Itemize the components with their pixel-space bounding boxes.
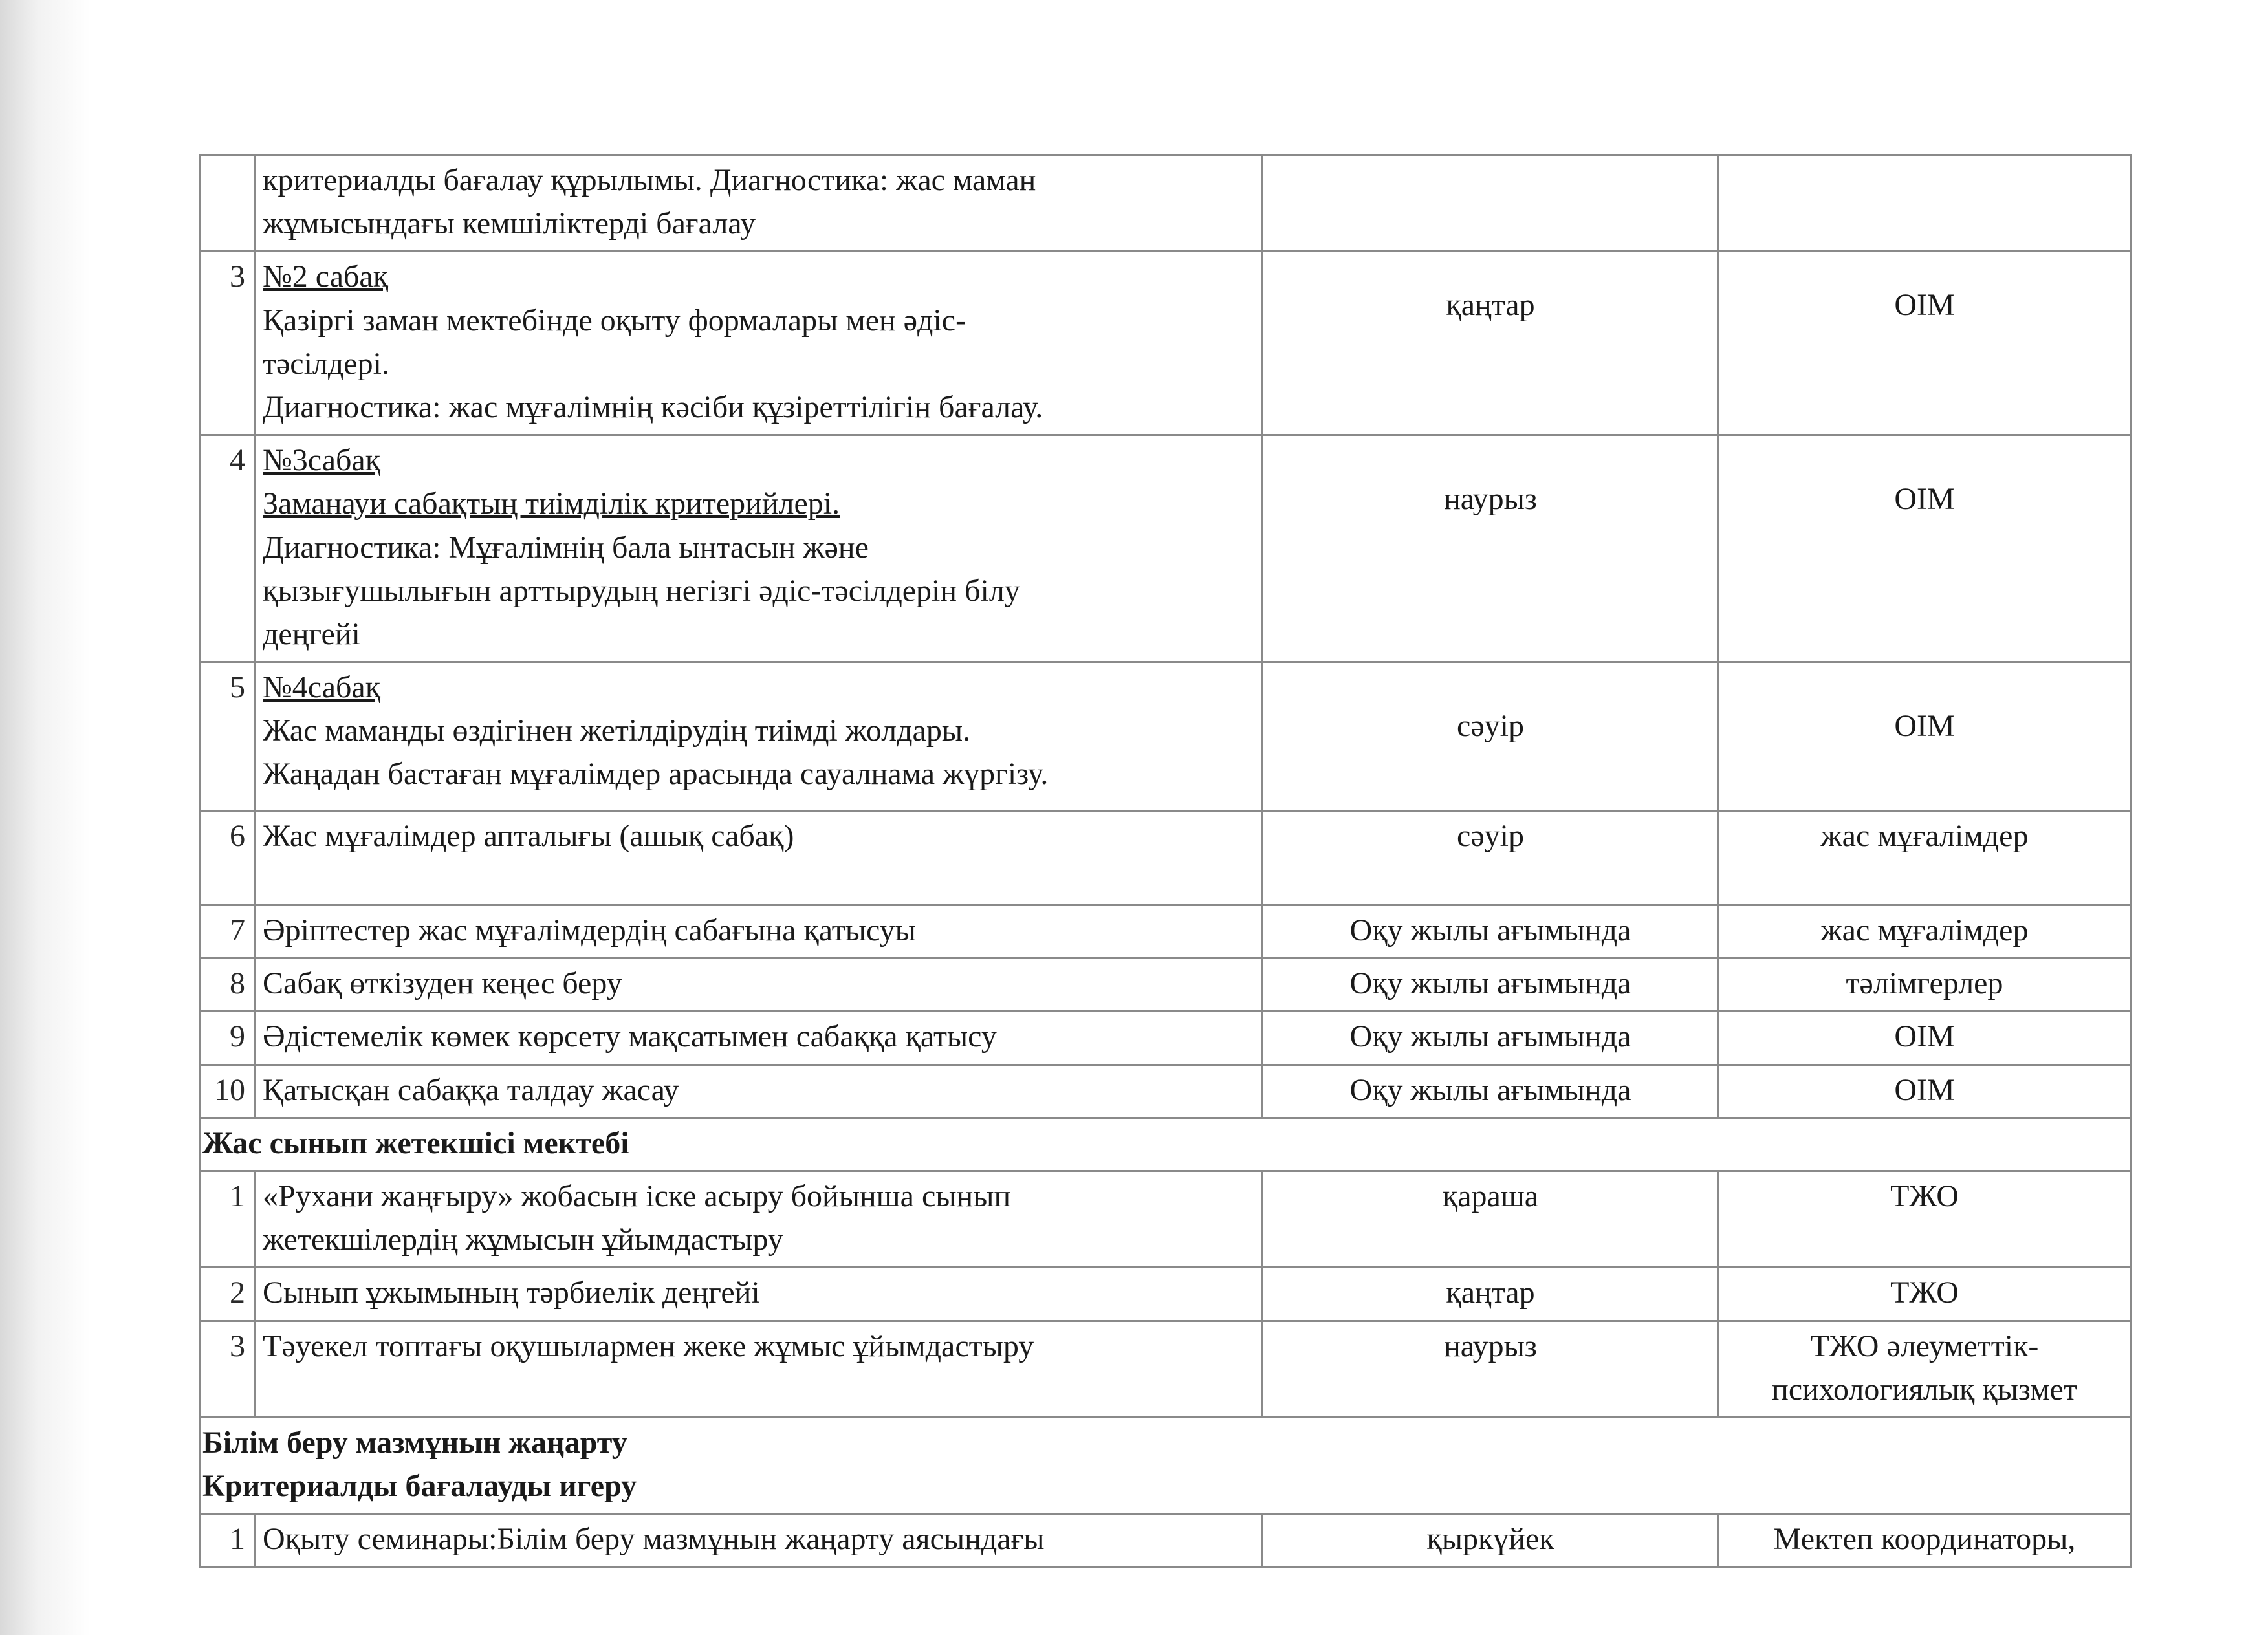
row-content — [256, 1065, 1263, 1118]
content-line: Диагностика: Мұғалімнің бала ынтасын және — [263, 530, 869, 565]
row-time — [1263, 155, 1719, 252]
lesson-heading: №3сабақ — [263, 443, 381, 478]
row-number: 3 — [201, 1321, 256, 1417]
table-row — [201, 1321, 2131, 1417]
row-responsible: ТЖО — [1719, 1268, 2131, 1321]
row-responsible: ТЖО — [1719, 1171, 2131, 1268]
row-content — [256, 905, 1263, 958]
section-title — [201, 1118, 2131, 1171]
row-time: наурыз — [1263, 1321, 1719, 1417]
content-line: Жас маманды өздігінен жетілдірудің тиімді жолдары. — [263, 713, 971, 748]
content-line: Жаңадан бастаған мұғалімдер арасында сауалнама жүргізу. — [263, 757, 1049, 792]
content-line: деңгейі — [263, 616, 360, 651]
row-number: 1 — [201, 1171, 256, 1268]
row-number: 1 — [201, 1514, 256, 1567]
section-title — [201, 1417, 2131, 1513]
row-content — [256, 958, 1263, 1012]
content-line: қызығушылығын арттырудың негізгі әдіс-тәсілдерін білу — [263, 573, 1020, 608]
content-line: критериалды бағалау құрылымы. Диагностика: жас маман — [263, 163, 1036, 197]
content-line: Тәуекел топтағы оқушылармен жеке жұмыс ұйымдастыру — [263, 1328, 1034, 1363]
row-content — [256, 811, 1263, 905]
row-responsible: ТЖО әлеуметтік-психологиялық қызмет — [1719, 1321, 2131, 1417]
table-row — [201, 155, 2131, 252]
row-time: қараша — [1263, 1171, 1719, 1268]
row-number: 5 — [201, 662, 256, 811]
content-line: Әдістемелік көмек көрсету мақсатымен сабаққа қатысу — [263, 1019, 997, 1054]
table-row — [201, 435, 2131, 662]
row-time: сәуір — [1263, 662, 1719, 811]
section-line: Білім беру мазмұнын жаңарту — [202, 1425, 627, 1460]
table-row — [201, 1171, 2131, 1268]
row-time: Оқу жылы ағымында — [1263, 1065, 1719, 1118]
row-content — [256, 662, 1263, 811]
row-responsible: жас мұғалімдер — [1719, 811, 2131, 905]
row-number: 2 — [201, 1268, 256, 1321]
row-time: сәуір — [1263, 811, 1719, 905]
table-row — [201, 1514, 2131, 1567]
row-number: 9 — [201, 1012, 256, 1065]
row-time: қыркүйек — [1263, 1514, 1719, 1567]
content-line: жұмысындағы кемшіліктерді бағалау — [263, 206, 756, 241]
row-time: Оқу жылы ағымында — [1263, 958, 1719, 1012]
table-row — [201, 1268, 2131, 1321]
row-content — [256, 1012, 1263, 1065]
table-row — [201, 811, 2131, 905]
row-number: 6 — [201, 811, 256, 905]
row-content — [256, 435, 1263, 662]
row-content — [256, 1171, 1263, 1268]
row-responsible: ОІМ — [1719, 662, 2131, 811]
plan-table — [199, 154, 2132, 1568]
row-responsible: ОІМ — [1719, 435, 2131, 662]
lesson-subheading: Заманауи сабақтың тиімділік критерийлері. — [263, 486, 840, 521]
content-line: Жас мұғалімдер апталығы (ашық сабақ) — [263, 819, 794, 854]
table-row — [201, 662, 2131, 811]
content-line: Сынып ұжымының тәрбиелік деңгейі — [263, 1275, 760, 1310]
row-responsible: тәлімгерлер — [1719, 958, 2131, 1012]
row-number: 7 — [201, 905, 256, 958]
row-responsible: жас мұғалімдер — [1719, 905, 2131, 958]
table-row — [201, 1065, 2131, 1118]
section-row — [201, 1417, 2131, 1513]
table-row — [201, 958, 2131, 1012]
content-line: Оқыту семинары:Білім беру мазмұнын жаңарту аясындағы — [263, 1522, 1045, 1557]
content-line: жетекшілердің жұмысын ұйымдастыру — [263, 1222, 783, 1257]
row-time: қаңтар — [1263, 252, 1719, 435]
row-number: 10 — [201, 1065, 256, 1118]
row-time: Оқу жылы ағымында — [1263, 905, 1719, 958]
row-time: қаңтар — [1263, 1268, 1719, 1321]
section-row — [201, 1118, 2131, 1171]
content-line: Диагностика: жас мұғалімнің кәсіби құзіреттілігін бағалау. — [263, 389, 1043, 424]
lesson-heading: №2 сабақ — [263, 259, 389, 294]
table-row — [201, 252, 2131, 435]
row-number: 3 — [201, 252, 256, 435]
row-time: Оқу жылы ағымында — [1263, 1012, 1719, 1065]
row-responsible: ОІМ — [1719, 252, 2131, 435]
table-row — [201, 1012, 2131, 1065]
row-content — [256, 1321, 1263, 1417]
row-responsible: ОІМ — [1719, 1012, 2131, 1065]
row-responsible: Мектеп координаторы, — [1719, 1514, 2131, 1567]
section-line: Критериалды бағалауды игеру — [202, 1469, 637, 1504]
row-content — [256, 1514, 1263, 1567]
row-responsible: ОІМ — [1719, 1065, 2131, 1118]
row-time: наурыз — [1263, 435, 1719, 662]
content-line: Әріптестер жас мұғалімдердің сабағына қатысуы — [263, 913, 916, 948]
row-content — [256, 252, 1263, 435]
lesson-heading: №4сабақ — [263, 670, 381, 705]
row-number: 8 — [201, 958, 256, 1012]
row-responsible — [1719, 155, 2131, 252]
row-content — [256, 1268, 1263, 1321]
table-row — [201, 905, 2131, 958]
content-line: «Рухани жаңғыру» жобасын іске асыру бойынша сынып — [263, 1179, 1011, 1213]
content-line: Қатысқан сабаққа талдау жасау — [263, 1072, 679, 1107]
row-number — [201, 155, 256, 252]
row-number: 4 — [201, 435, 256, 662]
section-line: Жас сынып жетекшісі мектебі — [202, 1125, 629, 1160]
row-content — [256, 155, 1263, 252]
content-line: Қазіргі заман мектебінде оқыту формалары мен әдіс- — [263, 303, 966, 338]
content-line: тәсілдері. — [263, 346, 389, 381]
content-line: Сабақ өткізуден кеңес беру — [263, 966, 622, 1001]
